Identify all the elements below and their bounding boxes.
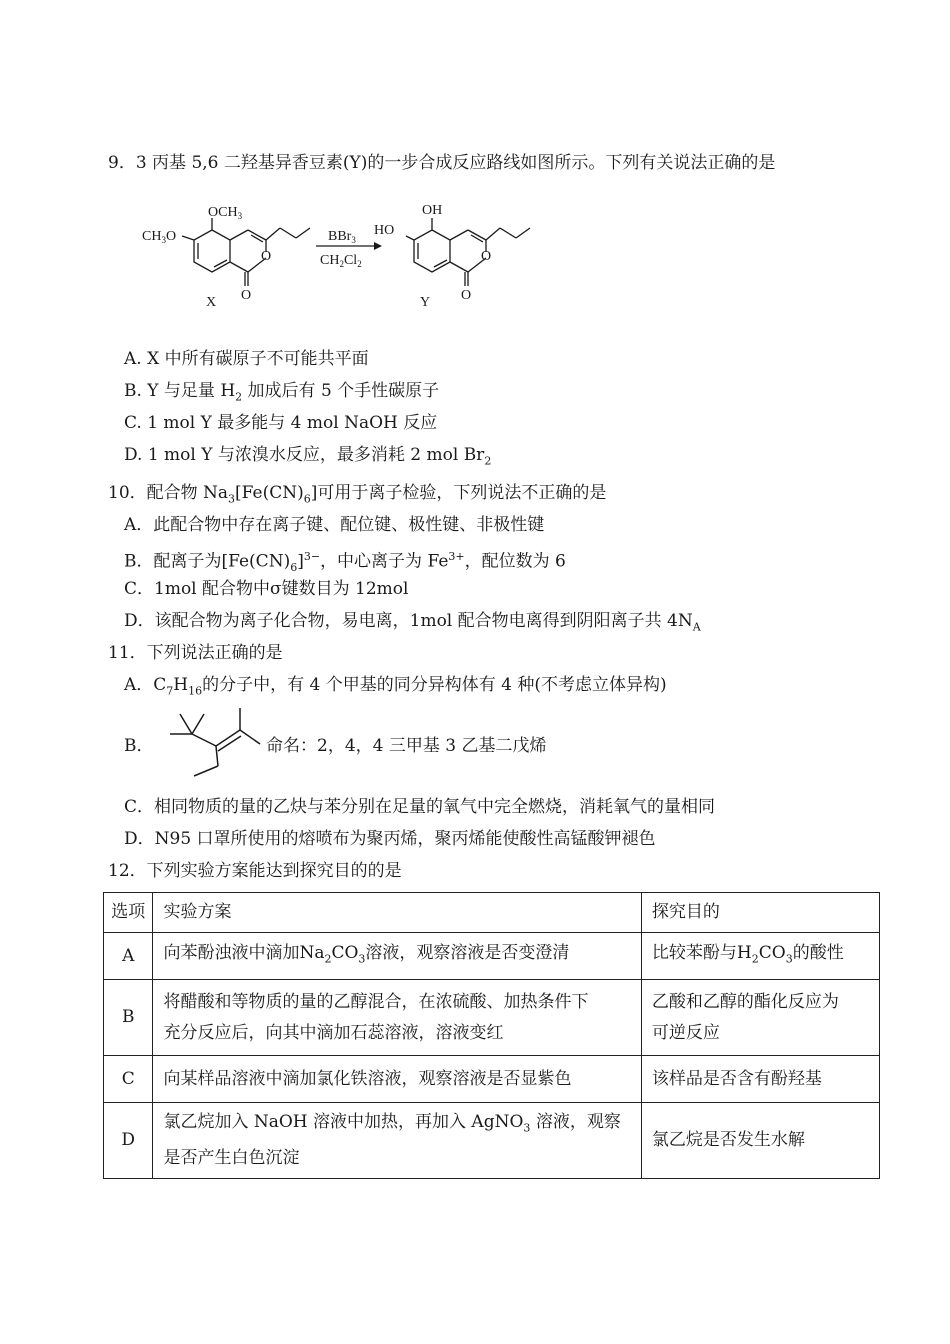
q9-option-d: D. 1 mol Y 与浓溴水反应，最多消耗 2 mol $Br_2$ (124, 445, 492, 468)
q9-option-b: B. Y 与足量 $H_2$ 加成后有 5 个手性碳原子 (124, 381, 440, 404)
q9-stem: 9．3 丙基 5,6 二羟基异香豆素(Y)的一步合成反应路线如图所示。下列有关说法正确的是 (108, 153, 776, 173)
table-row (104, 980, 880, 1056)
row-goal: 乙酸和乙醇的酯化反应为 可逆反应 (641, 980, 879, 1056)
y-ho-left: HO (374, 223, 395, 238)
x-carbonyl-oxygen: O (241, 288, 252, 303)
row-key: C (104, 1056, 153, 1103)
table-row (104, 933, 880, 980)
q12-experiment-table (103, 892, 880, 1179)
y-oh-top: OH (422, 203, 443, 218)
row-plan: 向苯酚浊液中滴加$Na_2CO_3$溶液，观察溶液是否变澄清 (153, 933, 641, 980)
q11-option-a: A．$C_7H_{16}$的分子中，有 4 个甲基的同分异构体有 4 种(不考虑立体异构) (124, 675, 667, 698)
molecule-y (406, 218, 530, 286)
q10-option-b: B．配离子为$[Fe(CN)_6]^{3-}$，中心离子为 $Fe^{3+}$，配位数为 6 (124, 550, 566, 575)
q11-option-b-naming: 命名：2，4，4 三甲基 3 乙基二戊烯 (266, 736, 547, 756)
y-label: Y (420, 295, 431, 310)
x-ring-oxygen: O (261, 249, 272, 264)
q12-stem: 12．下列实验方案能达到探究目的的是 (108, 861, 402, 881)
q11-skeletal-structure (160, 704, 270, 784)
reagent-ch2cl2: $CH_2Cl_2$ (320, 253, 362, 269)
header-option: 选项 (104, 893, 153, 933)
q10-stem: 10．配合物 $Na_3[Fe(CN)_6]$可用于离子检验，下列说法不正确的是 (108, 483, 607, 506)
row-key: B (104, 980, 153, 1056)
row-plan: 将醋酸和等物质的量的乙醇混合，在浓硫酸、加热条件下 充分反应后，向其中滴加石蕊溶液，溶液变红 (153, 980, 641, 1056)
x-ch3o-left: $CH_3O$ (142, 229, 177, 245)
row-key: A (104, 933, 153, 980)
q9-option-c: C. 1 mol Y 最多能与 4 mol NaOH 反应 (124, 413, 438, 433)
q11-option-c: C．相同物质的量的乙炔与苯分别在足量的氧气中完全燃烧，消耗氧气的量相同 (124, 797, 716, 817)
molecule-x (182, 218, 310, 286)
q9-reaction-scheme (130, 196, 550, 316)
x-och3-top: $OCH_3$ (208, 205, 243, 221)
row-plan: 向某样品溶液中滴加氯化铁溶液，观察溶液是否显紫色 (153, 1056, 641, 1103)
row-goal: 氯乙烷是否发生水解 (641, 1103, 879, 1179)
q10-option-a: A．此配合物中存在离子键、配位键、极性键、非极性键 (124, 515, 545, 535)
row-plan: 氯乙烷加入 NaOH 溶液中加热，再加入 AgNO$_3$ 溶液，观察 是否产生白色沉淀 (153, 1103, 641, 1179)
table-row (104, 1056, 880, 1103)
table-header-row (104, 893, 880, 933)
y-ring-oxygen: O (481, 249, 492, 264)
q10-option-c: C．1mol 配合物中σ键数目为 12mol (124, 579, 409, 599)
q11-option-b-label: B． (124, 736, 154, 756)
x-label: X (206, 295, 217, 310)
y-carbonyl-oxygen: O (461, 288, 472, 303)
q9-option-a: A. X 中所有碳原子不可能共平面 (124, 349, 369, 369)
table-row (104, 1103, 880, 1179)
row-goal: 比较苯酚与$H_2CO_3$的酸性 (641, 933, 879, 980)
row-key: D (104, 1103, 153, 1179)
reagent-bbr3: BBr$_3$ (328, 229, 356, 245)
q11-stem: 11．下列说法正确的是 (108, 643, 283, 663)
header-goal: 探究目的 (641, 893, 879, 933)
q11-option-d: D．N95 口罩所使用的熔喷布为聚丙烯，聚丙烯能使酸性高锰酸钾褪色 (124, 829, 656, 849)
header-plan: 实验方案 (153, 893, 641, 933)
row-goal: 该样品是否含有酚羟基 (641, 1056, 879, 1103)
q10-option-d: D．该配合物为离子化合物，易电离，1mol 配合物电离得到阴阳离子共 $4N_A$ (124, 611, 701, 634)
